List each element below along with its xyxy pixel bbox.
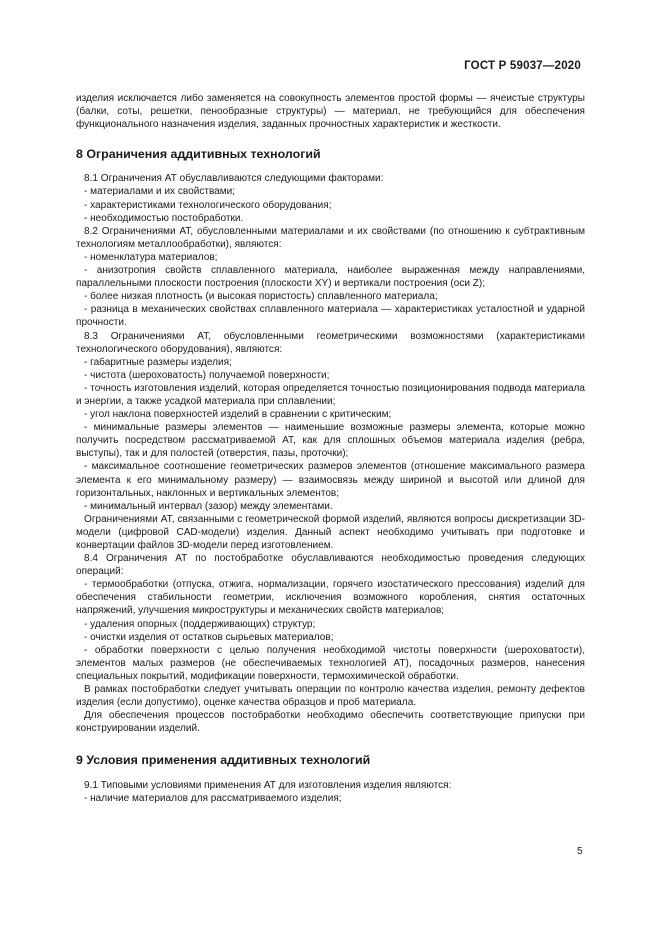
page-content bbox=[76, 92, 585, 805]
paragraph: 8.4 Ограничения АТ по постобработке обуславливаются необходимостью проведения следующих операций: bbox=[76, 553, 585, 578]
section-8-title: 8 Ограничения аддитивных технологий bbox=[76, 147, 321, 162]
list-item: - максимальное соотношение геометрических размеров элементов (отношение максимального размера элемента к его минимальному размеру) — взаимосвязь между шириной и высотой или длиной для горизонтальных, наклонных и вертикальных элементов; bbox=[76, 461, 585, 499]
paragraph: 9.1 Типовыми условиями применения АТ для изготовления изделия являются: bbox=[84, 779, 452, 791]
list-item: - более низкая плотность (и высокая пористость) сплавленного материала; bbox=[84, 291, 438, 303]
list-item: - номенклатура материалов; bbox=[84, 251, 218, 263]
list-item: - точность изготовления изделий, которая определяется точностью позиционирования подвода материала и энергии, а также усадкой материала при сплавлении; bbox=[76, 382, 585, 407]
list-item: - анизотропия свойств сплавленного материала, наиболее выраженная между направлениями, параллельными плоскости построения (плоскости XY) и вертикали построения (оси Z); bbox=[76, 265, 585, 290]
list-item: - минимальные размеры элементов — наименьшие возможные размеры элемента, которые можно получить посредством рассматриваемой АТ, как для сплошных объемов материала изделия (ребра, выступы), так и для полостей (отверстия, пазы, проточки); bbox=[76, 422, 585, 460]
list-item: - характеристиками технологического оборудования; bbox=[84, 199, 332, 211]
section-9-title: 9 Условия применения аддитивных технологий bbox=[76, 753, 371, 768]
list-item: - материалами и их свойствами; bbox=[84, 186, 236, 198]
page-number: 5 bbox=[577, 846, 583, 857]
list-item: - угол наклона поверхностей изделий в сравнении с критическим; bbox=[84, 409, 392, 421]
intro-paragraph: изделия исключается либо заменяется на совокупность элементов простой формы — ячеистые структуры (балки, соты, решетки, пенообразные структуры) — материал, не требующийся для обеспечения функционального назначения изделия, заданных прочностных характеристик и жесткости. bbox=[76, 93, 585, 131]
list-item: - минимальный интервал (зазор) между элементами. bbox=[84, 500, 333, 512]
section-9-body bbox=[76, 779, 585, 805]
list-item: - чистота (шероховатость) получаемой поверхности; bbox=[84, 369, 330, 381]
list-item: - обработки поверхности с целью получения необходимой чистоты поверхности (шероховатости), элементов малых размеров (не обеспечиваемых технологией АТ), посадочных размеров, нанесения специальных покрытий, модификации поверхности, термохимической обработки. bbox=[76, 644, 585, 682]
list-item: - удаления опорных (поддерживающих) структур; bbox=[84, 618, 316, 630]
list-item: - габаритные размеры изделия; bbox=[84, 356, 232, 368]
list-item: - очистки изделия от остатков сырьевых материалов; bbox=[84, 631, 334, 643]
paragraph: Для обеспечения процессов постобработки необходимо обеспечить соответствующие припуски при конструировании изделий. bbox=[76, 710, 585, 735]
list-item: - наличие материалов для рассматриваемого изделия; bbox=[84, 792, 342, 804]
list-item: - разница в механических свойствах сплавленного материала — характеристиках усталостной и ударной прочности. bbox=[76, 304, 585, 329]
paragraph: 8.1 Ограничения АТ обуславливаются следующими факторами: bbox=[84, 173, 384, 185]
paragraph: 8.3 Ограничениями АТ, обусловленными геометрическими возможностями (характеристиками технологического оборудования), являются: bbox=[76, 330, 585, 355]
list-item: - термообработки (отпуска, отжига, нормализации, горячего изостатического прессования) изделий для обеспечения стабильности геометрии, исключения возможного коробления, снятия остаточных напряжений, улучшения микроструктуры и механических свойств материалов; bbox=[76, 579, 585, 617]
paragraph: В рамках постобработки следует учитывать операции по контролю качества изделия, ремонту дефектов изделия (если допустимо), оценке качества образцов и проб материала. bbox=[76, 684, 585, 709]
document-id-header: ГОСТ Р 59037—2020 bbox=[464, 60, 581, 72]
list-item: - необходимостью постобработки. bbox=[84, 212, 244, 224]
paragraph: Ограничениями АТ, связанными с геометрической формой изделий, являются вопросы дискретизации 3D-модели (цифровой CAD-модели) изделия. Данный аспект необходимо учитывать при подготовке и конвертации файлов 3D-модели перед изготовлением. bbox=[76, 513, 585, 551]
paragraph: 8.2 Ограничениями АТ, обусловленными материалами и их свойствами (по отношению к субтрактивным технологиям металлообработки), являются: bbox=[76, 225, 585, 250]
section-8-body bbox=[76, 172, 585, 735]
